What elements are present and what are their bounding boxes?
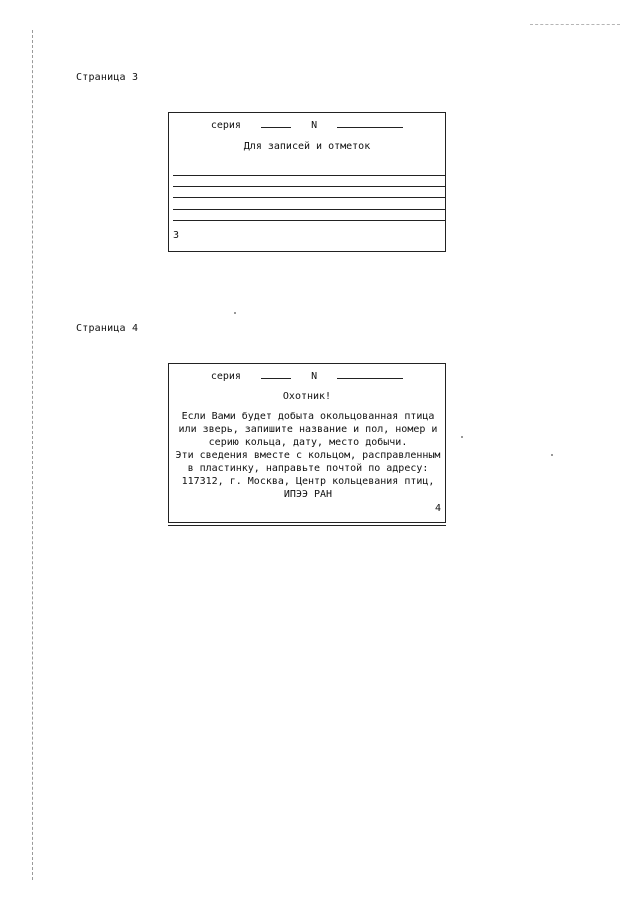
- instructions-text: [173, 410, 443, 501]
- notes-line: [173, 175, 445, 176]
- notes-line: [173, 197, 445, 198]
- notes-line: [173, 186, 445, 187]
- instruction-line: серию кольца, дату, место добычи.: [208, 437, 408, 448]
- scan-edge-line: [32, 30, 33, 880]
- instruction-line: или зверь, запишите название и пол, номер и: [178, 424, 438, 435]
- series-label: серия: [210, 371, 241, 382]
- scan-speck: [234, 312, 236, 314]
- series-number-row: [169, 370, 445, 382]
- hunter-heading: Охотник!: [282, 391, 332, 402]
- series-blank: [261, 370, 291, 379]
- page-4-label: Страница 4: [76, 323, 139, 334]
- series-number-row: [169, 119, 445, 131]
- scan-artifact: [530, 24, 620, 25]
- instruction-line: 117312, г. Москва, Центр кольцевания птиц,: [181, 476, 435, 487]
- scan-speck: [551, 454, 553, 456]
- page-3-card: [168, 112, 446, 252]
- scan-speck: [461, 436, 463, 438]
- card-page-number: 3: [173, 230, 180, 241]
- notes-heading: Для записей и отметок: [243, 141, 371, 152]
- number-label: N: [311, 120, 318, 131]
- instruction-line: Эти сведения вместе с кольцом, расправленным: [175, 450, 441, 461]
- instruction-line: Если Вами будет добыта окольцованная птица: [181, 411, 435, 422]
- series-blank: [261, 119, 291, 128]
- page-3-label: Страница 3: [76, 72, 139, 83]
- instruction-line: в пластинку, направьте почтой по адресу:: [187, 463, 429, 474]
- page-4-card: [168, 363, 446, 523]
- notes-line: [173, 220, 445, 221]
- number-blank: [337, 370, 403, 379]
- number-label: N: [311, 371, 318, 382]
- number-blank: [337, 119, 403, 128]
- card-page-number: 4: [434, 503, 441, 514]
- notes-line: [173, 209, 445, 210]
- instruction-line: ИПЭЭ РАН: [283, 489, 333, 500]
- series-label: серия: [210, 120, 241, 131]
